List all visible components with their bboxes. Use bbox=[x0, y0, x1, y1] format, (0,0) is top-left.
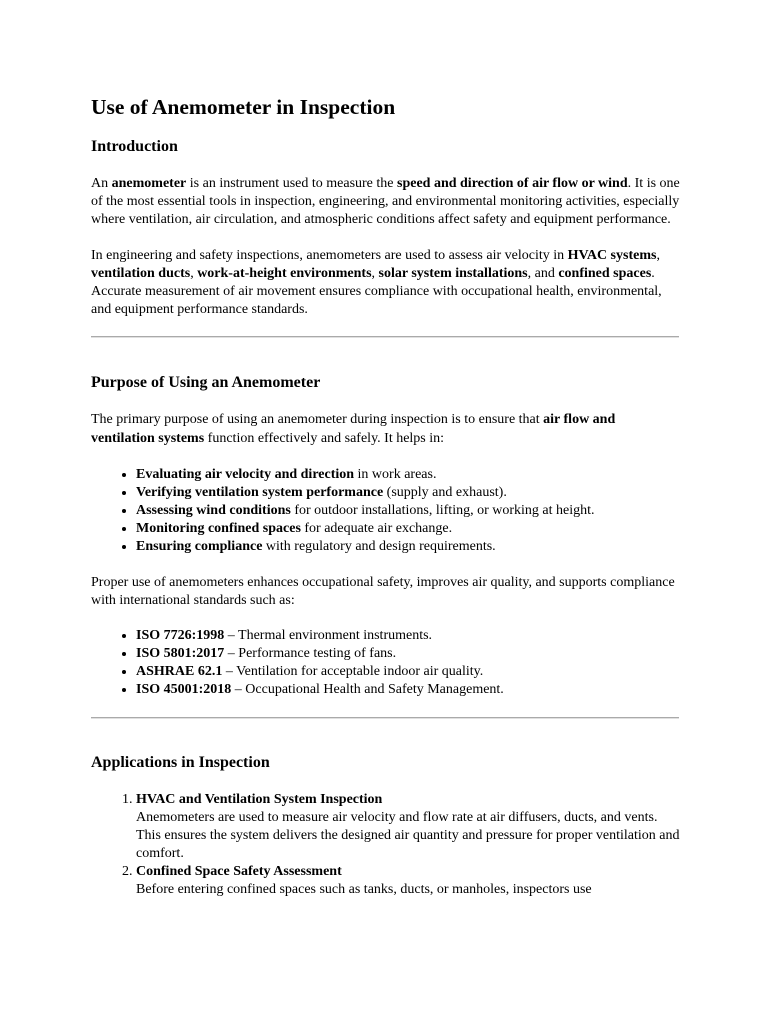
section-divider bbox=[91, 336, 679, 338]
list-item-description: Before entering confined spaces such as tanks, ducts, or manholes, inspectors use bbox=[136, 882, 592, 898]
list-item-description: Anemometers are used to measure air velocity and flow rate at air diffusers, ducts, and vents. This ensures the system delivers the designed air quantity and pressure for proper ventilation and comfort. bbox=[136, 810, 680, 862]
list-item-title: Confined Space Safety Assessment bbox=[136, 864, 342, 880]
list-item: • Verifying ventilation system performance (supply and exhaust). bbox=[136, 484, 681, 502]
list-item: • ISO 45001:2018 – Occupational Health and Safety Management. bbox=[136, 681, 681, 699]
list-item bbox=[136, 863, 681, 899]
list-item: • Monitoring confined spaces for adequate air exchange. bbox=[136, 520, 681, 538]
section-heading-purpose: Purpose of Using an Anemometer bbox=[91, 374, 321, 392]
intro-paragraph-2: In engineering and safety inspections, anemometers are used to assess air velocity in HVAC systems, ventilation ducts, work-at-height environments, solar system installations, and confined spaces. Accurate measurement of air movement ensures compliance with occupational health, environmental, and equipment performance standards. bbox=[91, 247, 662, 318]
list-item: • ASHRAE 62.1 – Ventilation for acceptable indoor air quality. bbox=[136, 663, 681, 681]
purpose-paragraph-1: The primary purpose of using an anemometer during inspection is to ensure that air flow and ventilation systems function effectively and safely. It helps in: bbox=[91, 412, 616, 446]
page-title: Use of Anemometer in Inspection bbox=[91, 95, 396, 119]
list-item-title: HVAC and Ventilation System Inspection bbox=[136, 792, 383, 808]
intro-paragraph-1: An anemometer is an instrument used to measure the speed and direction of air flow or wind. It is one of the most essential tools in inspection, engineering, and environmental monitoring activities, especially where ventilation, air circulation, and atmospheric conditions affect safety and equipment performance. bbox=[91, 176, 680, 228]
applications-numbered-list bbox=[91, 791, 681, 899]
list-item: • Assessing wind conditions for outdoor installations, lifting, or working at height. bbox=[136, 502, 681, 520]
list-item: • Evaluating air velocity and direction in work areas. bbox=[136, 466, 681, 484]
document-body bbox=[91, 94, 681, 899]
section-heading-applications: Applications in Inspection bbox=[91, 754, 270, 772]
purpose-paragraph-2: Proper use of anemometers enhances occupational safety, improves air quality, and supports compliance with international standards such as: bbox=[91, 574, 675, 609]
list-item: • Ensuring compliance with regulatory and design requirements. bbox=[136, 538, 681, 556]
standards-bullet-list bbox=[91, 627, 681, 699]
section-divider bbox=[91, 717, 679, 719]
list-item bbox=[136, 791, 681, 863]
purpose-bullet-list bbox=[91, 466, 681, 556]
section-heading-introduction: Introduction bbox=[91, 138, 178, 155]
list-item: • ISO 5801:2017 – Performance testing of fans. bbox=[136, 645, 681, 663]
list-item: • ISO 7726:1998 – Thermal environment instruments. bbox=[136, 627, 681, 645]
